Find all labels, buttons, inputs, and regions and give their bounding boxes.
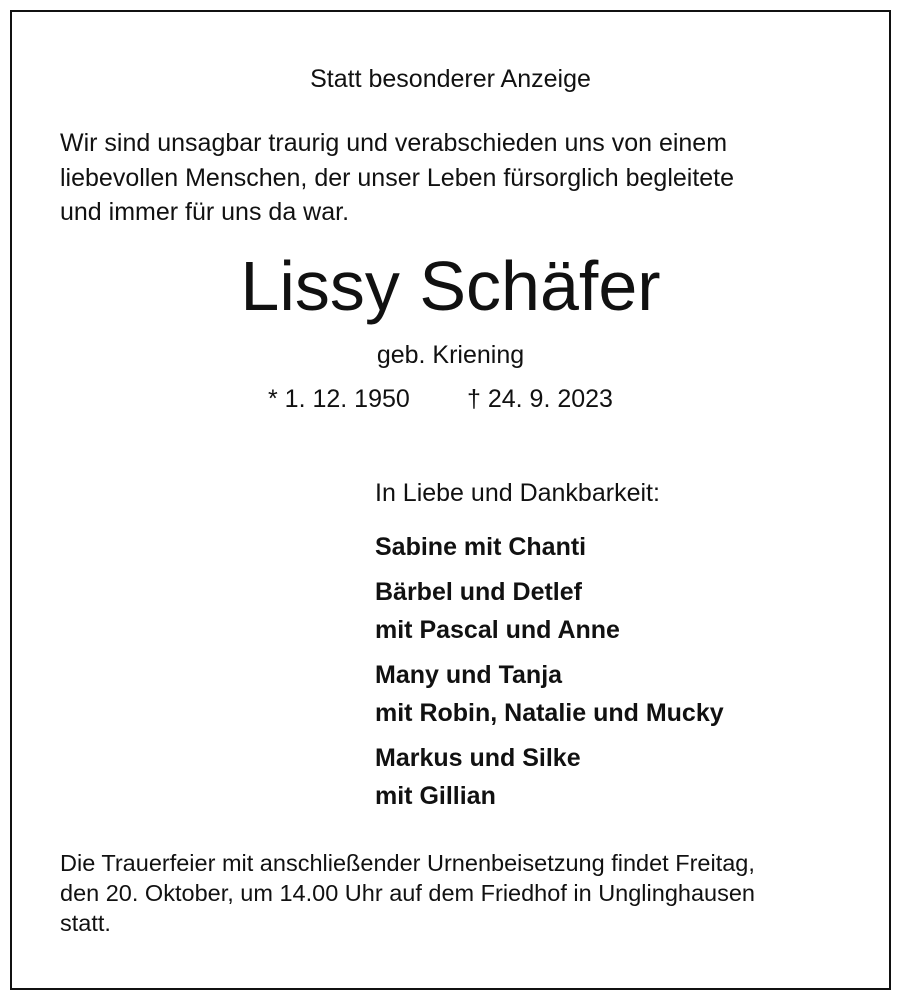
deceased-name: Lissy Schäfer: [240, 247, 661, 325]
family-list: [375, 528, 724, 822]
thanks-line: In Liebe und Dankbarkeit:: [375, 479, 660, 507]
family-line: Sabine mit Chanti: [375, 533, 587, 561]
family-group: [375, 573, 724, 649]
funeral-info: [60, 848, 860, 938]
family-group: [375, 528, 724, 566]
family-line: mit Gillian: [375, 782, 496, 810]
birth-date: * 1. 12. 1950: [268, 385, 410, 413]
family-group: [375, 739, 724, 815]
family-line: mit Robin, Natalie und Mucky: [375, 699, 724, 727]
notice-header: Statt besonderer Anzeige: [310, 65, 591, 93]
funeral-info-line: statt.: [60, 910, 111, 936]
funeral-info-line: Die Trauerfeier mit anschließender Urnenbeisetzung findet Freitag,: [60, 850, 755, 876]
maiden-name: geb. Kriening: [376, 341, 525, 369]
family-line: mit Pascal und Anne: [375, 616, 620, 644]
intro-text: [60, 126, 850, 230]
family-group: [375, 656, 724, 732]
funeral-info-line: den 20. Oktober, um 14.00 Uhr auf dem Friedhof in Unglinghausen: [60, 880, 755, 906]
intro-line: Wir sind unsagbar traurig und verabschieden uns von einem: [60, 129, 728, 157]
family-line: Many und Tanja: [375, 661, 563, 689]
intro-line: liebevollen Menschen, der unser Leben fürsorglich begleitete: [60, 163, 735, 192]
family-line: Bärbel und Detlef: [375, 578, 582, 606]
death-date: † 24. 9. 2023: [467, 385, 613, 413]
intro-line: und immer für uns da war.: [60, 198, 350, 226]
family-line: Markus und Silke: [375, 744, 581, 772]
